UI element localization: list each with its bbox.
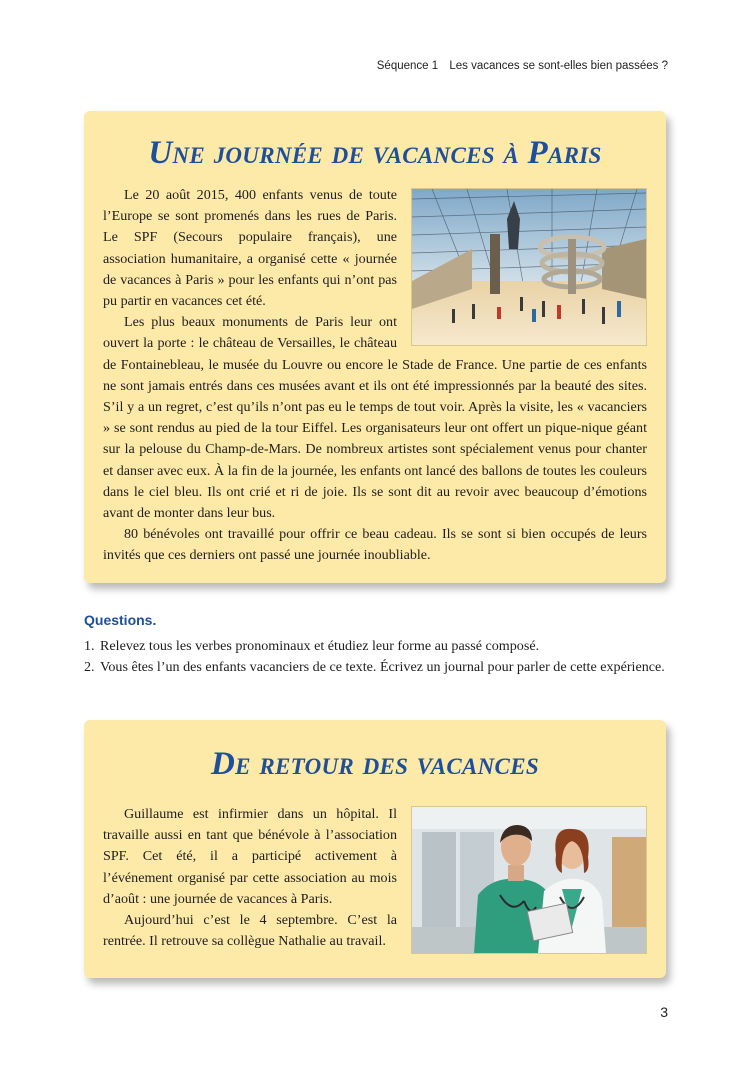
running-header: [377, 60, 668, 72]
question-number: 1.: [84, 638, 95, 654]
article-paragraph: Le 20 août 2015, 400 enfants venus de toute l’Europe se sont promenés dans les rues de Paris. Le SPF (Secours populaire français), une association humanitaire, a organisé cette « journée de vacances à Paris » pour les enfants qui n’ont pas pu partir en vacances cet été.: [103, 187, 397, 310]
sequence-title: Les vacances se sont-elles bien passées ?: [449, 60, 668, 72]
questions-list: [84, 636, 666, 678]
question-item: [84, 636, 666, 657]
article-paragraph: Les plus beaux monuments de Paris leur ont ouvert la porte : le château de Versailles, le château de Fontainebleau, le musée du Louvre ou encore le Stade de France. Une partie de ces enfants ne sont jamais entrés dans ces musées avant et ils ont été impressionnés par la beauté des sites. S’il y a un regret, c’est qu’ils n’ont pas eu le temps de tout voir. Après la visite, les « vacanciers » se sont rendus au pied de la tour Eiffel. Les organisateurs leur ont offert un pique-nique géant sur la pelouse du Champ-de-Mars. De nombreux artistes sont spécialement venus pour chanter et danser avec eux. À la fin de la journée, les enfants ont lancé des ballons de toutes les couleurs dans le ciel bleu. Ils ont crié et ri de joie. Ils se sont dit au revoir avec beaucoup d’émotions avant de monter dans leur bus.: [103, 314, 647, 522]
article-paragraph: Guillaume est infirmier dans un hôpital. Il travaille aussi en tant que bénévole à l’association SPF. Cet été, il a participé activement à l’événement organisé par cette association au mois d’août : une journée de vacances à Paris.: [103, 806, 397, 907]
question-text: Relevez tous les verbes pronominaux et étudiez leur forme au passé composé.: [100, 638, 540, 654]
hospital-staff-photo: [411, 806, 647, 954]
article-card-retour: [84, 720, 666, 978]
article-body: [103, 185, 647, 567]
question-number: 2.: [84, 659, 95, 676]
questions-title: Questions.: [84, 612, 157, 628]
article-card-paris: [84, 111, 666, 583]
page-number: 3: [660, 1004, 668, 1020]
louvre-interior-photo: [411, 188, 647, 346]
question-text: Vous êtes l’un des enfants vacanciers de ce texte. Écrivez un journal pour parler de cette expérience.: [100, 659, 665, 676]
article-title: Une journée de vacances à Paris: [148, 135, 602, 171]
question-item: [84, 657, 666, 678]
article-paragraph: 80 bénévoles ont travaillé pour offrir ce beau cadeau. Ils se sont si bien occupés de leurs invités que ces derniers ont passé une journée inoubliable.: [103, 526, 647, 564]
questions-section: [84, 612, 666, 678]
article-paragraph: Aujourd’hui c’est le 4 septembre. C’est la rentrée. Il retrouve sa collègue Nathalie au travail.: [103, 912, 397, 950]
sequence-label: Séquence 1: [376, 60, 439, 72]
article-title: De retour des vacances: [211, 746, 539, 782]
article-body: [103, 804, 647, 952]
